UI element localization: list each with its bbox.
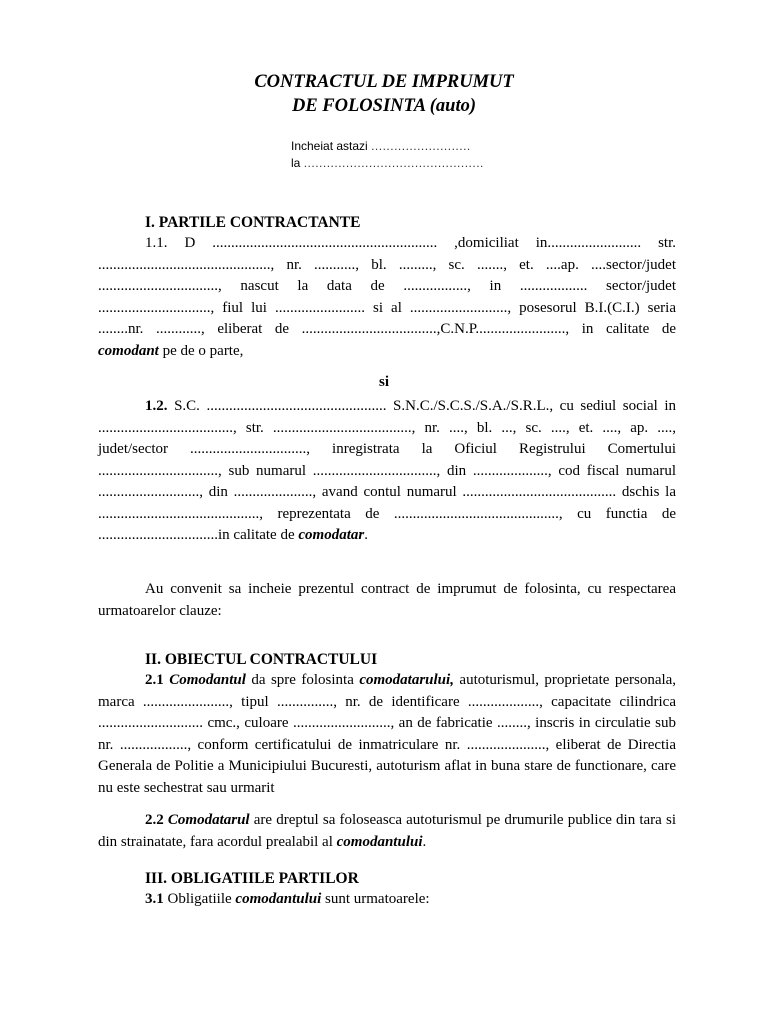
incheiat-label: Incheiat astazi bbox=[291, 139, 368, 153]
document-title-line2: DE FOLOSINTA (auto) bbox=[291, 96, 476, 116]
incheiat-line1 bbox=[291, 138, 471, 154]
clause-3-1 bbox=[98, 889, 676, 911]
clause-1-2-number: 1.2. bbox=[145, 398, 168, 414]
clause-1-2 bbox=[98, 396, 676, 547]
document-title-line1: CONTRACTUL DE IMPRUMUT bbox=[254, 72, 514, 92]
clause-1-2-role: comodatar bbox=[298, 527, 365, 543]
clause-2-1-number: 2.1 bbox=[145, 672, 164, 688]
clause-1-1-end: pe de o parte, bbox=[162, 342, 244, 359]
clause-2-2-end: . bbox=[422, 833, 427, 850]
clause-3-1-comodantului: comodantului bbox=[235, 891, 322, 907]
clause-2-2-comodatarul: Comodatarul bbox=[167, 812, 250, 828]
section3-heading: III. OBLIGATIILE PARTILOR bbox=[145, 870, 359, 887]
si-separator: si bbox=[378, 374, 389, 390]
clause-2-1-text-b: autoturismul, proprietate personala, marca ......................., tipul ..............., nr. de identificare ..................., capacitate cilindrica ............................ cmc., culoare .........................., an de fabricatie ........, inscris in circulatie sub nr. .................., conform certificatului de inmatriculare nr. ....................., eliberat de Directia Generala de Politie a Municipiului Bucuresti, autoturism aflat in buna stare de functionare, care nu este sechestrat sau urmarit bbox=[98, 672, 677, 796]
clause-2-1 bbox=[98, 670, 676, 799]
intro-paragraph: Au convenit sa incheie prezentul contract de imprumut de folosinta, cu respectarea urmatoarelor clauze: bbox=[98, 581, 676, 619]
incheiat-line2 bbox=[291, 155, 484, 171]
clause-3-1-number: 3.1 bbox=[145, 891, 164, 907]
section1-heading: I. PARTILE CONTRACTANTE bbox=[145, 214, 361, 231]
clause-2-2-text-a: are dreptul sa foloseasca autoturismul pe drumurile publice din tara si din strainatate, fara acordul prealabil al bbox=[98, 812, 676, 850]
clause-2-2 bbox=[98, 810, 676, 853]
clause-1-2-text: S.C. ................................................ S.N.C./S.C.S./S.A./S.R.L., cu sediul social in ...................................., str. ....................................., nr. ...., bl. ..., sc. ...., et. ...., ap. ...., judet/sector ..............................., inregistrata la Oficiul Registrului Comertului ................................, sub numarul ................................., din ...................., cod fiscal numarul ..........................., din ....................., avand contul numarul ......................................... dschis la ..........................................., reprezentata de ............................................, cu functia de ................................in calitate de bbox=[98, 398, 677, 543]
incheiat-la-dots: ............................................... bbox=[303, 156, 484, 170]
clause-2-1-comodatarului: comodatarului, bbox=[359, 672, 454, 688]
clause-2-1-comodantul: Comodantul bbox=[169, 672, 246, 688]
clause-3-1-text-b: sunt urmatoarele: bbox=[325, 891, 430, 907]
incheiat-la-label: la bbox=[291, 156, 301, 170]
clause-1-1-text: 1.1. D ............................................................ ,domiciliat in......................... str. .............................................., nr. ..........., bl. ........., sc. ......., et. ....ap. ....sector/judet ................................, nascut la data de ................., in .................. sector/judet .............................., fiul lui ........................ si al .........................., posesorul B.I.(C.I.) seria ........nr. ............, eliberat de ....................................,C.N.P........................, in calitate de bbox=[98, 235, 676, 337]
clause-2-1-text-a: da spre folosinta bbox=[251, 672, 354, 688]
clause-2-2-comodantului: comodantului bbox=[336, 833, 423, 850]
clause-3-1-text-a: Obligatiile bbox=[167, 891, 232, 907]
clause-2-2-number: 2.2 bbox=[145, 812, 164, 828]
incheiat-dots: .......................... bbox=[371, 139, 471, 153]
section2-heading: II. OBIECTUL CONTRACTULUI bbox=[145, 651, 378, 668]
clause-1-1 bbox=[98, 233, 676, 362]
clause-1-1-role: comodant bbox=[98, 342, 159, 359]
clause-1-2-end: . bbox=[364, 527, 368, 543]
